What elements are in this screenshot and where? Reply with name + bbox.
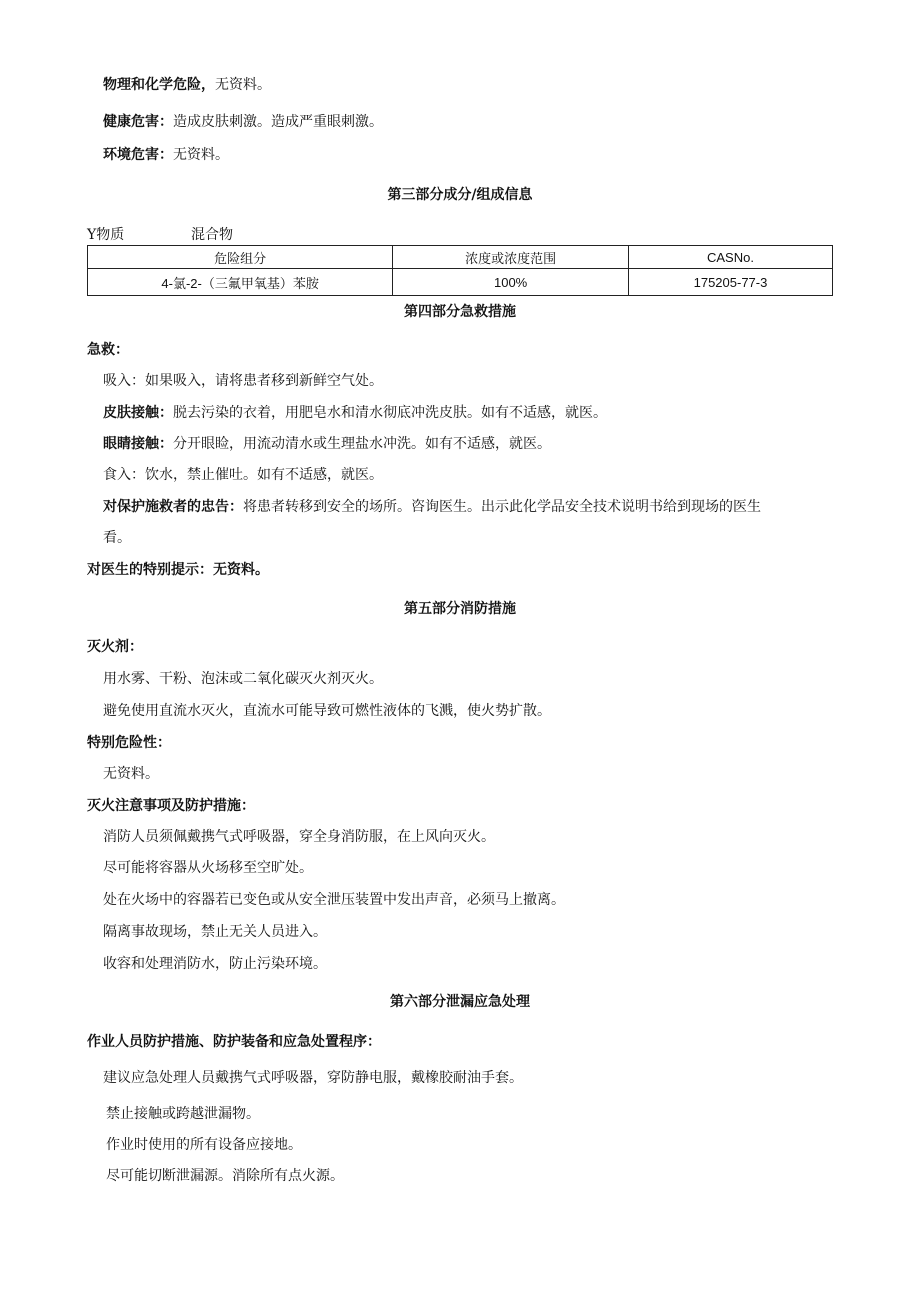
env-hazard-label: 环境危害：: [103, 147, 173, 163]
doctor-note: 对医生的特别提示：无资料。: [87, 562, 269, 578]
rescuer-advice-label: 对保护施救者的忠告：: [103, 499, 243, 515]
rescuer-advice-text: 将患者转移到安全的场所。咨询医生。出示此化学品安全技术说明书给到现场的医生: [243, 499, 761, 515]
list-item: 建议应急处理人员戴携气式呼吸器，穿防静电服，戴橡胶耐油手套。: [103, 1070, 523, 1086]
list-item: 消防人员须佩戴携气式呼吸器，穿全身消防服，在上风向灭火。: [103, 829, 495, 845]
skin-contact-label: 皮肤接触：: [103, 405, 173, 421]
composition-table: [87, 245, 833, 296]
eye-contact-line: [103, 434, 551, 454]
list-item: 处在火场中的容器若已变色或从安全泄压装置中发出声音，必须马上撤离。: [103, 892, 565, 908]
table-header-row: [88, 246, 833, 269]
physchem-hazard-text: 无资料。: [215, 77, 271, 93]
health-hazard-text: 造成皮肤刺激。造成严重眼刺激。: [173, 114, 383, 130]
special-hazard-label: 特别危险性：: [87, 735, 171, 751]
part3-title: 第三部分成分/组成信息: [387, 187, 533, 203]
worker-protection-label: 作业人员防护措施、防护装备和应急处置程序：: [87, 1034, 381, 1050]
rescuer-advice-cont: 看。: [103, 530, 131, 546]
list-item: 收容和处理消防水，防止污染环境。: [103, 956, 327, 972]
list-item: 作业时使用的所有设备应接地。: [106, 1137, 302, 1153]
env-hazard-line: [103, 145, 229, 165]
fire-precaution-label: 灭火注意事项及防护措施：: [87, 798, 255, 814]
inhale-line: 吸入：如果吸入，请将患者移到新鲜空气处。: [103, 373, 383, 389]
ingest-line: 食入：饮水，禁止催吐。如有不适感，就医。: [103, 467, 383, 483]
mixture-label: 混合物: [191, 227, 233, 243]
part4-title: 第四部分急救措施: [404, 304, 516, 320]
agent-line-1: 用水雾、干粉、泡沫或二氧化碳灭火剂灭火。: [103, 671, 383, 687]
health-hazard-line: [103, 112, 383, 132]
physchem-hazard-line: [103, 75, 271, 95]
env-hazard-text: 无资料。: [173, 147, 229, 163]
cell-concentration: 100%: [393, 269, 629, 296]
extinguishing-agent-label: 灭火剂：: [87, 639, 143, 655]
skin-contact-line: [103, 403, 607, 423]
table-row: [88, 269, 833, 296]
cell-cas: 175205-77-3: [628, 269, 832, 296]
physchem-hazard-label: 物理和化学危险，: [103, 77, 215, 93]
header-concentration: 浓度或浓度范围: [393, 246, 629, 269]
substance-type-marker: Y物质: [87, 227, 125, 243]
list-item: 尽可能切断泄漏源。消除所有点火源。: [106, 1168, 344, 1184]
part6-title: 第六部分泄漏应急处理: [390, 994, 530, 1010]
list-item: 尽可能将容器从火场移至空旷处。: [103, 860, 313, 876]
first-aid-label: 急救：: [87, 342, 129, 358]
health-hazard-label: 健康危害：: [103, 114, 173, 130]
header-component: 危险组分: [88, 246, 393, 269]
eye-contact-label: 眼睛接触：: [103, 436, 173, 452]
rescuer-advice-line: [103, 497, 761, 517]
part5-title: 第五部分消防措施: [404, 601, 516, 617]
list-item: 隔离事故现场，禁止无关人员进入。: [103, 924, 327, 940]
eye-contact-text: 分开眼睑，用流动清水或生理盐水冲洗。如有不适感，就医。: [173, 436, 551, 452]
agent-line-2: 避免使用直流水灭火，直流水可能导致可燃性液体的飞溅，使火势扩散。: [103, 703, 551, 719]
skin-contact-text: 脱去污染的衣着，用肥皂水和清水彻底冲洗皮肤。如有不适感，就医。: [173, 405, 607, 421]
header-cas: CASNo.: [628, 246, 832, 269]
cell-component: 4-氯-2-（三氟甲氧基）苯胺: [88, 269, 393, 296]
special-hazard-text: 无资料。: [103, 766, 159, 782]
list-item: 禁止接触或跨越泄漏物。: [106, 1106, 260, 1122]
